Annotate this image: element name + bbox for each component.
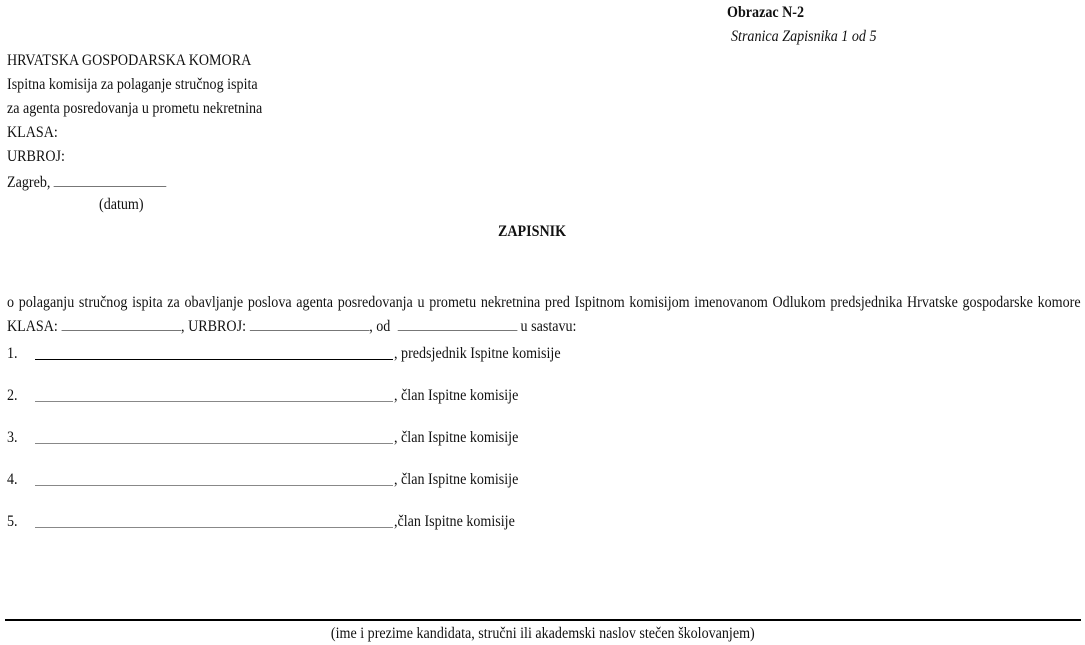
member-role: , član Ispitne komisije	[394, 387, 519, 404]
composition-label: u sastavu:	[520, 318, 577, 335]
place-label: Zagreb,	[7, 174, 51, 191]
member-role: , član Ispitne komisije	[394, 471, 519, 488]
urbroj-field[interactable]	[250, 316, 370, 331]
urbroj-label: URBROJ:	[7, 148, 65, 165]
member-number: 1.	[7, 345, 18, 362]
klasa-label: KLASA:	[7, 124, 58, 141]
candidate-name-field[interactable]	[5, 619, 1081, 621]
place-date-line	[7, 172, 167, 192]
urbroj-label: , URBROJ:	[181, 318, 246, 335]
member-name-field[interactable]	[35, 359, 393, 360]
member-role: , predsjednik Ispitne komisije	[394, 345, 561, 362]
member-role: ,član Ispitne komisije	[394, 513, 515, 530]
date-hint: (datum)	[99, 196, 144, 213]
candidate-caption	[0, 625, 1085, 643]
candidate-caption-text: (ime i prezime kandidata, stručni ili akademski naslov stečen školovanjem)	[330, 625, 755, 642]
member-number: 2.	[7, 387, 18, 404]
member-name-field[interactable]	[35, 401, 393, 402]
page-info: Stranica Zapisnika 1 od 5	[731, 28, 877, 45]
decision-date-field[interactable]	[397, 316, 517, 331]
member-name-field[interactable]	[35, 443, 393, 444]
intro-paragraph	[7, 291, 1081, 339]
od-label: , od	[369, 318, 391, 335]
header-line: HRVATSKA GOSPODARSKA KOMORA	[7, 52, 252, 69]
klasa-field[interactable]	[61, 316, 181, 331]
header-line: Ispitna komisija za polaganje stručnog ispita	[7, 76, 258, 93]
date-field[interactable]	[54, 172, 167, 187]
document-title: ZAPISNIK	[498, 223, 567, 240]
member-number: 3.	[7, 429, 18, 446]
member-number: 5.	[7, 513, 18, 530]
header-line: za agenta posredovanja u prometu nekretnina	[7, 100, 263, 117]
form-id: Obrazac N-2	[727, 4, 805, 21]
member-role: , član Ispitne komisije	[394, 429, 519, 446]
member-name-field[interactable]	[35, 527, 393, 528]
member-name-field[interactable]	[35, 485, 393, 486]
member-number: 4.	[7, 471, 18, 488]
intro-text: o polaganju stručnog ispita za obavljanje poslova agenta posredovanja u prometu nekretnina pred Ispitnom komisijom imenovanom Odlukom predsjednika Hrvatske gospodarske komore KLASA:	[7, 294, 1081, 335]
